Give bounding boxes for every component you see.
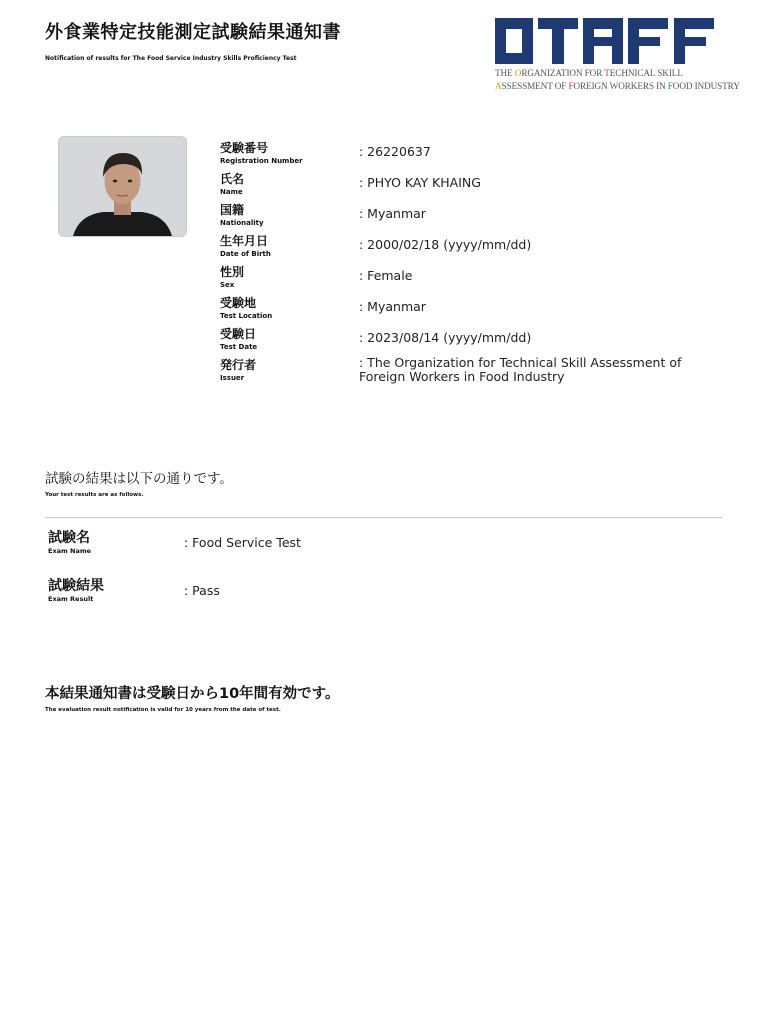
applicant-info <box>220 139 720 387</box>
exam-result-label-jp: 試験結果 <box>48 578 104 594</box>
exam-result-label-en: Exam Result <box>48 595 94 603</box>
name-label-en: Name <box>220 188 243 196</box>
validity-notice-jp: 本結果通知書は受験日から10年間有効です。 <box>45 686 340 702</box>
issuer-value: : The Organization for Technical Skill Assessment of Foreign Workers in Food Industry <box>359 355 682 384</box>
result-exam-name <box>48 527 648 567</box>
info-registration-number <box>220 139 720 170</box>
name-label-jp: 氏名 <box>220 172 245 186</box>
title-en: Notification of results for The Food Service Industry Skills Proficiency Test <box>45 55 297 62</box>
person-portrait-icon <box>59 137 186 236</box>
results-divider <box>45 517 722 518</box>
registration-number-label-jp: 受験番号 <box>220 141 269 155</box>
info-sex <box>220 263 720 294</box>
sex-value: : Female <box>359 268 413 283</box>
nationality-label-en: Nationality <box>220 219 264 227</box>
info-issuer <box>220 356 720 387</box>
registration-number-label-en: Registration Number <box>220 157 303 165</box>
date-of-birth-value: : 2000/02/18 (yyyy/mm/dd) <box>359 237 532 252</box>
results-heading-en: Your test results are as follows. <box>45 492 144 498</box>
issuer-label-jp: 発行者 <box>220 358 257 372</box>
test-date-label-en: Test Date <box>220 343 258 351</box>
info-test-date <box>220 325 720 356</box>
exam-name-label-en: Exam Name <box>48 547 92 555</box>
date-of-birth-label-en: Date of Birth <box>220 250 271 258</box>
otaff-logo <box>495 18 740 92</box>
exam-name-label-jp: 試験名 <box>48 530 90 546</box>
info-date-of-birth <box>220 232 720 263</box>
logo-org-name <box>495 67 740 92</box>
info-test-location <box>220 294 720 325</box>
nationality-label-jp: 国籍 <box>220 203 245 217</box>
issuer-label-en: Issuer <box>220 374 245 382</box>
test-date-value: : 2023/08/14 (yyyy/mm/dd) <box>359 330 532 345</box>
test-location-value: : Myanmar <box>359 299 426 314</box>
sex-label-en: Sex <box>220 281 235 289</box>
test-location-label-jp: 受験地 <box>220 296 257 310</box>
sex-label-jp: 性別 <box>220 265 245 279</box>
results-heading-jp: 試験の結果は以下の通りです。 <box>45 471 233 487</box>
info-name <box>220 170 720 201</box>
title-jp: 外食業特定技能測定試験結果通知書 <box>45 22 341 43</box>
logo-line-2: ASSESSMENT OF FOREIGN WORKERS IN FOOD INDUSTRY <box>495 80 740 91</box>
result-exam-result <box>48 575 648 615</box>
logo-line-1: THE ORGANIZATION FOR TECHNICAL SKILL <box>495 68 683 78</box>
nationality-value: : Myanmar <box>359 206 426 221</box>
applicant-photo <box>59 137 186 236</box>
registration-number-value: : 26220637 <box>359 144 431 159</box>
validity-notice-en: The evaluation result notification is valid for 10 years from the date of test. <box>45 707 281 713</box>
test-date-label-jp: 受験日 <box>220 327 257 341</box>
info-nationality <box>220 201 720 232</box>
exam-result-value: : Pass <box>184 583 220 598</box>
test-location-label-en: Test Location <box>220 312 273 320</box>
exam-name-value: : Food Service Test <box>184 535 301 550</box>
date-of-birth-label-jp: 生年月日 <box>220 234 269 248</box>
otaff-logo-mark <box>495 18 717 64</box>
name-value: : PHYO KAY KHAING <box>359 175 481 190</box>
